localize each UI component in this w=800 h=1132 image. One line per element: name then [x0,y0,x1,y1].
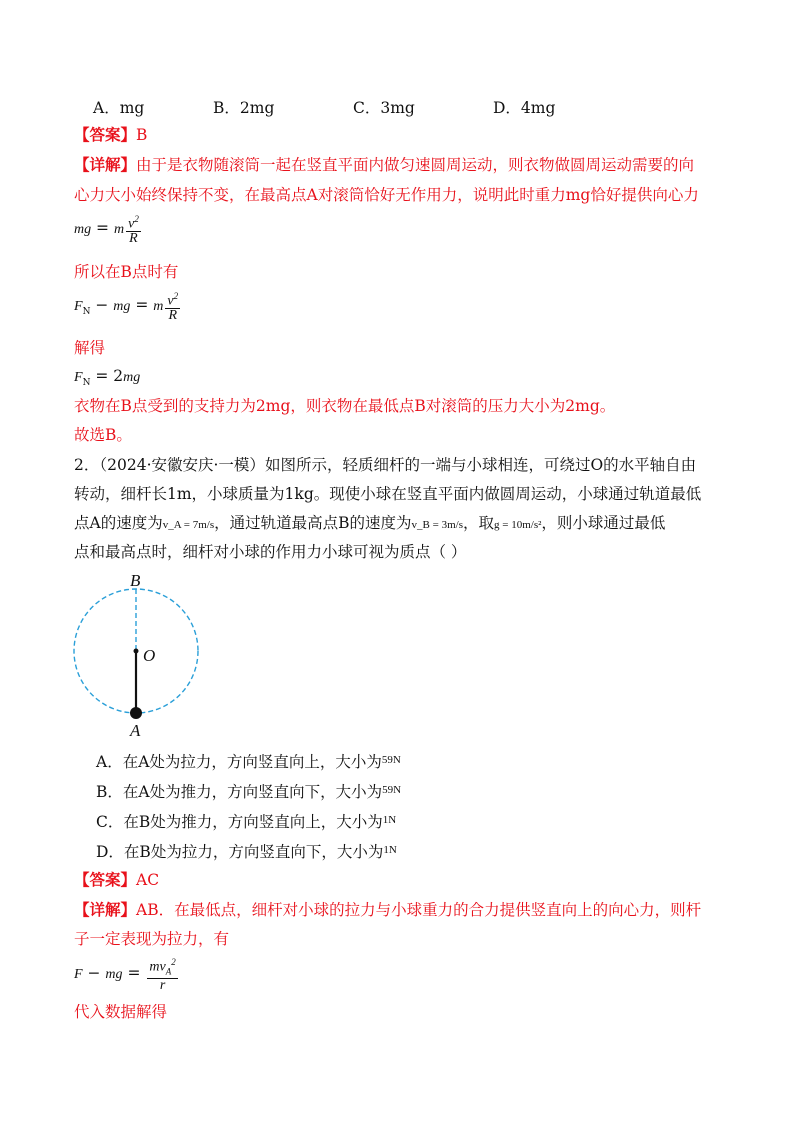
q2-option-c [96,810,396,832]
q2-stem-line-1 [74,455,696,475]
option-value: 59N [381,754,401,766]
vb-value: v_B = 3m/s [411,519,463,531]
q2-option-b [96,780,401,802]
question-source: （2024·安徽安庆·一模） [99,456,265,474]
ball [130,707,142,719]
q1-detail-line-2: 心力大小始终保持不变，在最高点A对滚筒恰好无作用力，说明此时重力mg恰好提供向心力 [74,186,699,204]
q2-option-d [96,840,397,862]
stem-text: 点A的速度为 [74,514,163,532]
label-b: B [130,571,141,590]
stem-text: ，取 [462,514,494,532]
option-text: B．在A处为推力，方向竖直向下，大小为 [96,783,383,801]
stem-text: ，通过轨道最高点B的速度为 [214,514,412,532]
answer-value: AC [136,871,160,889]
q2-stem-line-4: 点和最高点时，细杆对小球的作用力小球可视为质点（ ） [74,543,467,561]
option-value: 1N [383,844,397,856]
q1-option-d: D．4mg [493,99,556,117]
q2-answer [74,870,159,890]
q2-stem-line-3 [74,513,665,535]
q2-last-line: 代入数据解得 [74,1003,168,1021]
q2-stem-line-2: 转动，细杆长1m，小球质量为1kg。现使小球在竖直平面内做圆周运动，小球通过轨道最低 [74,485,702,503]
answer-value: B [136,126,148,144]
answer-tag: 【答案】 [74,125,137,144]
va-value: v_A = 7m/s [162,519,215,531]
question-number: 2． [74,456,100,474]
detail-tag: 【详解】 [74,155,137,174]
q1-option-b: B．2mg [213,99,275,117]
q1-option-c: C．3mg [353,99,415,117]
circle-motion-figure [60,568,220,740]
q1-conclusion: 衣物在B点受到的支持力为2mg，则衣物在最低点B对滚筒的压力大小为2mg。 [74,397,616,415]
q1-answer [74,125,147,145]
q2-detail-line-2: 子一定表现为拉力，有 [74,930,230,948]
q1-equation-1: mg = m $\frac{v^2}{R}$ [74,214,139,246]
option-text: C．在B处为推力，方向竖直向上，大小为 [96,813,383,831]
answer-tag: 【答案】 [74,870,137,889]
stem-text: ，则小球通过最低 [541,514,666,532]
label-a: A [130,721,141,740]
q1-option-a: A．mg [93,99,145,117]
q1-equation-2: $F_N$ − mg = m $\frac{v^2}{R}$ [74,291,179,323]
stem-text: 如图所示，轻质细杆的一端与小球相连，可绕过O的水平轴自由 [264,456,697,474]
option-value: 1N [382,814,397,826]
detail-text: 由于是衣物随滚筒一起在竖直平面内做匀速圆周运动，则衣物做圆周运动需要的向 [136,156,695,174]
q1-detail-line-1 [74,155,694,175]
q1-equation-3: $F_N = 2mg$ [74,367,141,389]
q1-solve-text: 解得 [74,339,106,357]
q1-choose: 故选B。 [74,426,132,444]
label-o: O [143,646,156,665]
pivot-point [134,649,139,654]
detail-text: AB．在最低点，细杆对小球的拉力与小球重力的合力提供竖直向上的向心力，则杆 [136,901,702,919]
q2-equation-1: F − mg = $\frac{mv_A^2}{r}$ [74,957,176,994]
detail-tag: 【详解】 [74,900,137,919]
option-text: A．在A处为拉力，方向竖直向上，大小为 [96,753,382,771]
q1-so-text: 所以在B点时有 [74,263,179,281]
q2-option-a [96,750,401,772]
option-value: 59N [382,784,402,796]
option-text: D．在B处为拉力，方向竖直向下，大小为 [96,843,384,861]
q2-detail-line-1 [74,900,701,920]
g-value: g = 10m/s² [494,519,542,531]
